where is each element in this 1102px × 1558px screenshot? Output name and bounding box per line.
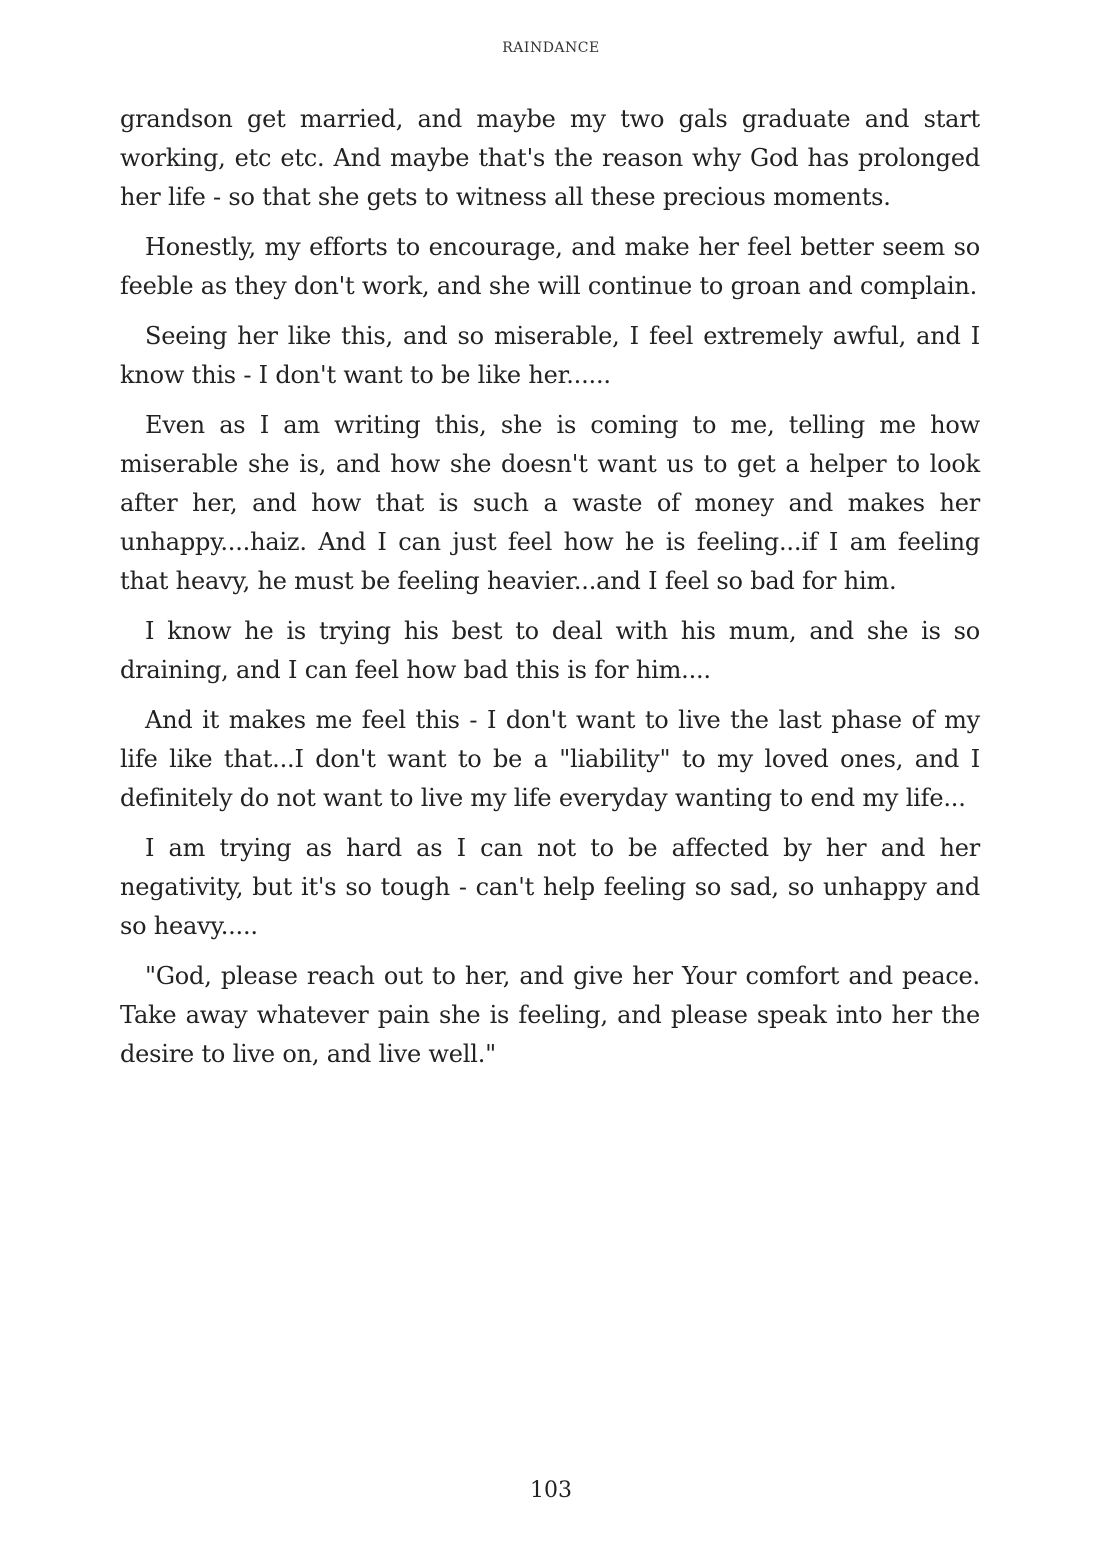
body-text	[120, 100, 980, 1085]
running-header: RAINDANCE	[502, 40, 600, 56]
paragraph: I know he is trying his best to deal with his mum, and she is so draining, and I can feel how bad this is for him....	[120, 617, 980, 684]
paragraph: "God, please reach out to her, and give her Your comfort and peace. Take away whatever pain she is feeling, and please speak into her the desire to live on, and live well."	[120, 962, 980, 1068]
paragraph: Seeing her like this, and so miserable, I feel extremely awful, and I know this - I don't want to be like her......	[120, 322, 980, 389]
paragraph: Honestly, my efforts to encourage, and make her feel better seem so feeble as they don't work, and she will continue to groan and complain.	[120, 233, 980, 300]
paragraph: I am trying as hard as I can not to be affected by her and her negativity, but it's so tough - can't help feeling so sad, so unhappy and so heavy.....	[120, 834, 980, 940]
page-number: 103	[530, 1478, 572, 1503]
paragraph: grandson get married, and maybe my two gals graduate and start working, etc etc. And maybe that's the reason why God has prolonged her life - so that she gets to witness all these precious moments.	[120, 105, 980, 211]
paragraph: And it makes me feel this - I don't want to live the last phase of my life like that...I don't want to be a "liability" to my loved ones, and I definitely do not want to live my life everyday wanting to end my life...	[120, 706, 980, 812]
paragraph: Even as I am writing this, she is coming to me, telling me how miserable she is, and how she doesn't want us to get a helper to look after her, and how that is such a waste of money and makes her unhappy....haiz. And I can just feel how he is feeling...if I am feeling that heavy, he must be feeling heavier...and I feel so bad for him.	[120, 411, 980, 595]
